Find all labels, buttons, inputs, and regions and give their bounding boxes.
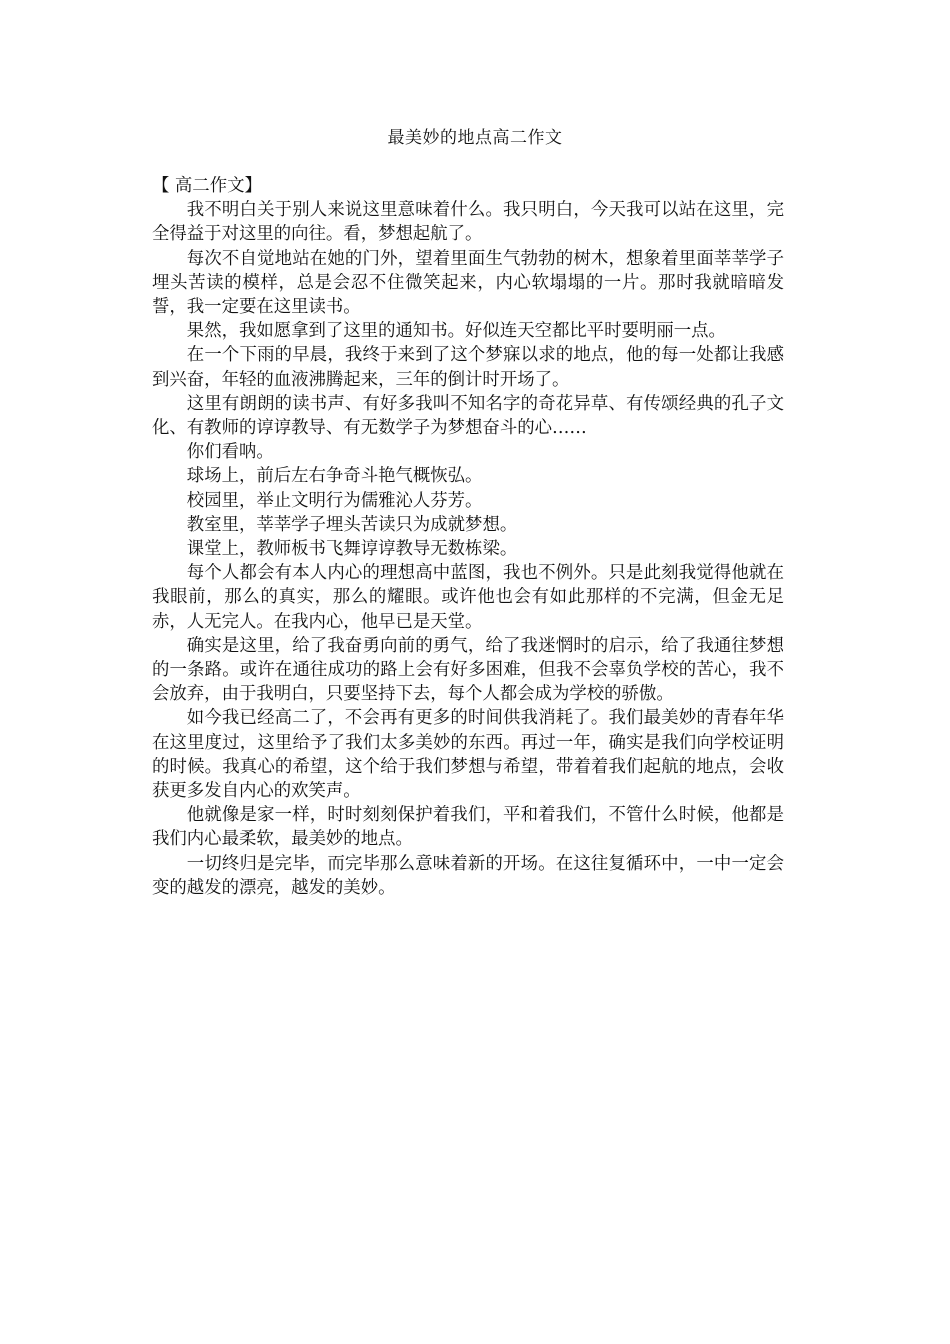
paragraph: 教室里，莘莘学子埋头苦读只为成就梦想。 xyxy=(186,514,518,535)
paragraph: 果然，我如愿拿到了这里的通知书。好似连天空都比平时要明丽一点。 xyxy=(186,321,726,342)
paragraph: 这里有朗朗的读书声、有好多我叫不知名字的奇花异草、有传颂经典的孔子文化、有教师的谆谆教导、有无数学子为梦想奋斗的心…… xyxy=(152,393,784,439)
paragraph: 校园里，举止文明行为儒雅沁人芬芳。 xyxy=(186,490,483,511)
paragraph: 每个人都会有本人内心的理想高中蓝图，我也不例外。只是此刻我觉得他就在我眼前，那么的真实，那么的耀眼。或许他也会有如此那样的不完满，但金无足赤，人无完人。在我内心，他早已是天堂。 xyxy=(152,563,784,632)
paragraph: 确实是这里，给了我奋勇向前的勇气，给了我迷惘时的启示，给了我通往梦想的一条路。或许在通往成功的路上会有好多困难，但我不会辜负学校的苦心，我不会放弃，由于我明白，只要坚持下去，每个人都会成为学校的骄傲。 xyxy=(152,635,784,705)
paragraph: 每次不自觉地站在她的门外，望着里面生气勃勃的树木，想象着里面莘莘学子埋头苦读的模样，总是会忍不住微笑起来，内心软塌塌的一片。那时我就暗暗发誓，我一定要在这里读书。 xyxy=(152,248,784,318)
paragraph: 一切终归是完毕，而完毕那么意味着新的开场。在这往复循环中，一中一定会变的越发的漂亮，越发的美妙。 xyxy=(152,853,784,898)
paragraph: 在一个下雨的早晨，我终于来到了这个梦寐以求的地点，他的每一处都让我感到兴奋，年轻的血液沸腾起来，三年的倒计时开场了。 xyxy=(152,345,784,390)
category-label: 【 高二作文】 xyxy=(152,176,262,196)
document-title: 最美妙的地点高二作文 xyxy=(387,128,563,148)
paragraph: 如今我已经高二了，不会再有更多的时间供我消耗了。我们最美妙的青春年华在这里度过，这里给予了我们太多美妙的东西。再过一年，确实是我们向学校证明的时候。我真心的希望，这个给于我们梦想与希望，带着着我们起航的地点，会收获更多发自内心的欢笑声。 xyxy=(152,708,784,802)
paragraph: 我不明白关于别人来说这里意味着什么。我只明白，今天我可以站在这里，完全得益于对这里的向往。看，梦想起航了。 xyxy=(152,200,784,245)
paragraph: 他就像是家一样，时时刻刻保护着我们，平和着我们，不管什么时候，他都是我们内心最柔软，最美妙的地点。 xyxy=(152,805,784,850)
paragraph: 课堂上，教师板书飞舞谆谆教导无数栋梁。 xyxy=(186,539,518,560)
paragraph: 你们看呐。 xyxy=(186,442,274,463)
paragraph: 球场上，前后左右争奇斗艳气概恢弘。 xyxy=(186,466,483,487)
document-body xyxy=(152,174,784,900)
